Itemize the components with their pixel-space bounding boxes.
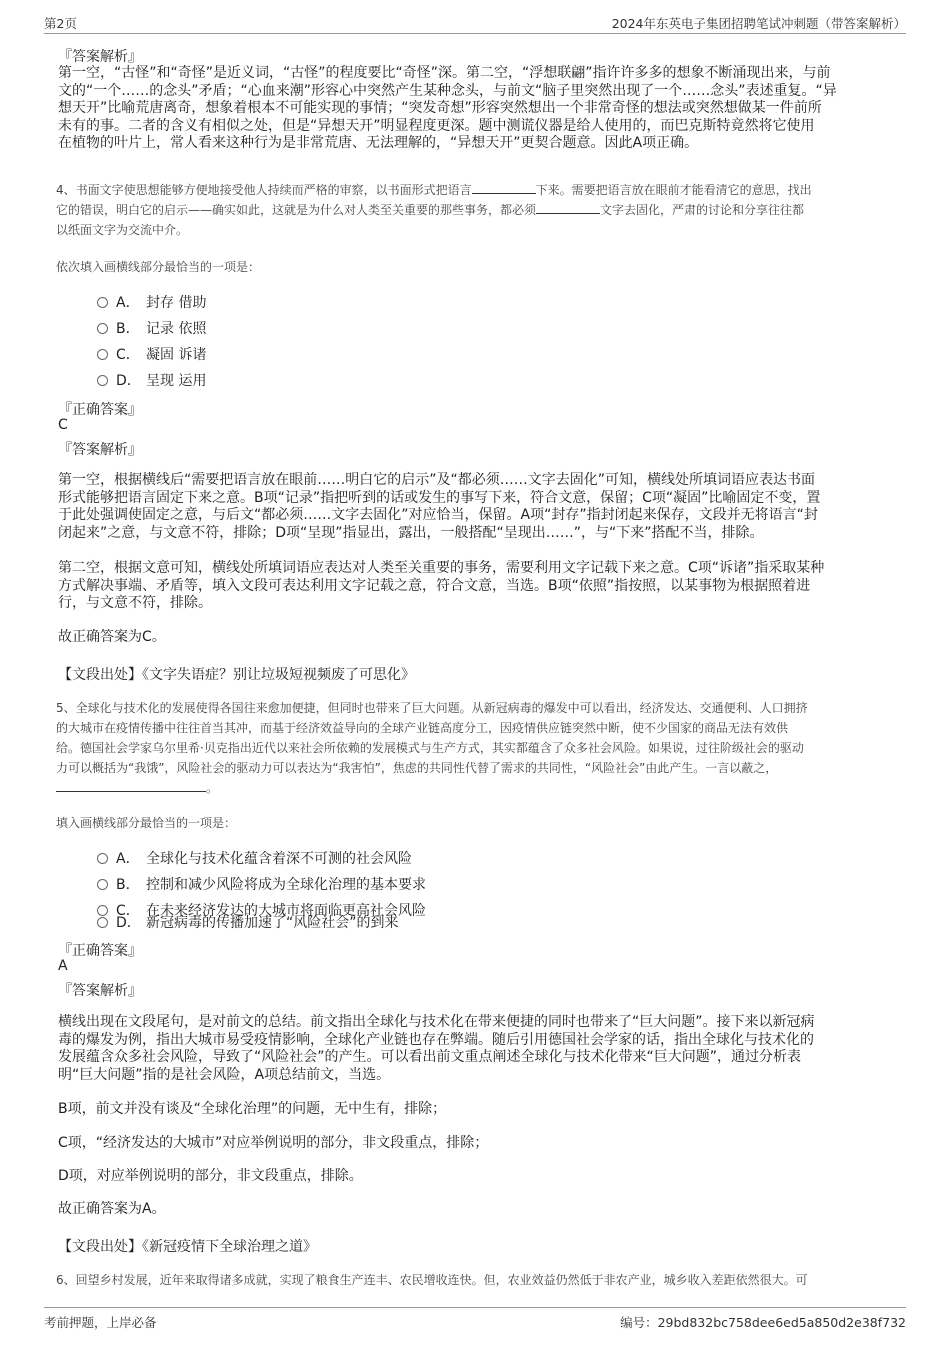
q5-text-line: 的大城市在疫情传播中往往首当其冲，而基于经济效益导向的全球产业链高度分工，因疫情供应链突然中断，使不少国家的商品无法有效供 (56, 721, 789, 735)
q4-option-c[interactable] (97, 344, 206, 364)
analysis-line: 毒的爆发为例，指出大城市易受疫情影响，全球化产业链也存在弊端。随后引用德国社会学家的话，指出全球化与技术化的 (58, 1031, 814, 1048)
q3-analysis-line: 在植物的叶片上，常人看来这种行为是非常荒唐、无法理解的，“异想天开”更契合题意。因此A项正确。 (58, 135, 699, 151)
q5-correct-tag: 『正确答案』 (58, 943, 142, 959)
analysis-line: 横线出现在文段尾句，是对前文的总结。前文指出全球化与技术化在带来便捷的同时也带来了“巨大问题”。接下来以新冠病 (58, 1014, 815, 1030)
option-text: 新冠病毒的传播加速了“风险社会”的到来 (146, 915, 399, 931)
q5-correct-answer: A (58, 958, 68, 974)
q6-question-text: 6、回望乡村发展，近年来取得诸多成就，实现了粮食生产连丰、农民增收连快。但，农业效益仍然低于非农产业，城乡收入差距依然很大。可 (56, 1273, 808, 1287)
q5-text-line: 5、全球化与技术化的发展使得各国往来愈加便捷，但同时也带来了巨大问题。从新冠病毒的爆发中可以看出，经济发达、交通便利、人口拥挤 (56, 701, 808, 715)
q4-prompt: 依次填入画横线部分最恰当的一项是： (56, 260, 261, 274)
option-text: 呈现 运用 (146, 373, 207, 389)
option-letter: D． (116, 373, 141, 389)
document-title: 2024年东英电子集团招聘笔试冲刺题（带答案解析） (611, 16, 906, 31)
q4-analysis-p1 (58, 472, 890, 542)
q5-prompt: 填入画横线部分最恰当的一项是： (56, 816, 237, 830)
q3-analysis-tag: 『答案解析』 (58, 49, 142, 65)
radio-icon[interactable] (97, 375, 108, 386)
q5-text-line: 给。德国社会学家乌尔里希·贝克指出近代以来社会所依赖的发展模式与生产方式，其实都蕴含了众多社会风险。如果说，过往阶级社会的驱动 (56, 741, 804, 755)
q5-analysis-d: D项，对应举例说明的部分，非文段重点，排除。 (58, 1168, 363, 1184)
q5-option-a[interactable] (97, 848, 412, 868)
q4-blank-1 (472, 181, 536, 194)
q5-conclusion: 故正确答案为A。 (58, 1201, 166, 1217)
radio-icon[interactable] (97, 349, 108, 360)
q4-correct-answer: C (58, 417, 68, 433)
q4-option-d[interactable] (97, 370, 206, 390)
q3-analysis-line: 文的“一个……的念头”矛盾；“心血来潮”形容心中突然产生某种念头，与前文“脑子里突然出现了一个……念头”表述重复。“异 (58, 82, 837, 99)
q4-text-part: 下来。需要把语言放在眼前才能看清它的意思，找出 (535, 183, 812, 197)
q5-blank (56, 779, 206, 792)
analysis-line: 形式能够把语言固定下来之意。B项“记录”指把听到的话或发生的事写下来，符合文意，保留；C项“凝固”比喻固定不变，置 (58, 489, 821, 506)
q4-source: 【文段出处】《文字失语症？别让垃圾短视频废了可思化》 (58, 667, 415, 683)
page-number: 第2页 (44, 16, 77, 31)
q4-text-part: 以纸面文字为交流中介。 (56, 223, 189, 237)
q5-analysis-p1 (58, 1014, 890, 1084)
q3-analysis (58, 65, 890, 153)
q5-option-d[interactable] (97, 912, 399, 932)
option-letter: A． (116, 295, 140, 311)
analysis-line: 行，与文意不符，排除。 (58, 595, 212, 611)
radio-icon[interactable] (97, 853, 108, 864)
q5-text-end: 。 (206, 781, 219, 795)
option-letter: A． (116, 851, 140, 867)
page-footer (44, 1313, 906, 1331)
radio-icon[interactable] (97, 323, 108, 334)
analysis-line: 方式解决事端、矛盾等，填入文段可表达利用文字记载之意，符合文意，当选。B项“依照”指按照，以某事物为根据照着进 (58, 577, 811, 594)
document-id: 编号：29bd832bc758dee6ed5a850d2e38f732 (620, 1315, 906, 1330)
analysis-line: 第一空，根据横线后“需要把语言放在眼前……明白它的启示”及“都必须……文字去固化”可知，横线处所填词语应表达书面 (58, 472, 816, 488)
q4-text-part: 它的错误，明白它的启示——确实如此，这就是为什么对人类至关重要的那些事务，都必须 (56, 203, 537, 217)
option-letter: D． (116, 915, 141, 931)
q3-analysis-line: 想天开”比喻荒唐离奇，想象着根本不可能实现的事情；“突发奇想”形容突然想出一个非常奇怪的想法或突然想做某一件前所 (58, 100, 822, 116)
radio-icon[interactable] (97, 297, 108, 308)
option-letter: C． (116, 347, 140, 363)
option-text: 封存 借助 (146, 295, 207, 311)
q5-analysis-c: C项，“经济发达的大城市”对应举例说明的部分，非文段重点，排除； (58, 1135, 489, 1151)
option-text: 记录 依照 (146, 321, 207, 337)
radio-icon[interactable] (97, 879, 108, 890)
q4-option-b[interactable] (97, 318, 206, 338)
analysis-line: 明“巨大问题”指的是社会风险，A项总结前文，当选。 (58, 1066, 391, 1083)
q3-analysis-line: 未有的事。二者的含义有相似之处，但是“异想天开”明显程度更深。题中测谎仪器是给人使用的，而巴克斯特竟然将它使用 (58, 117, 815, 134)
q5-analysis-b: B项，前文并没有谈及“全球化治理”的问题，无中生有，排除； (58, 1101, 447, 1117)
option-letter: B． (116, 877, 140, 893)
q5-question-text (56, 698, 896, 798)
option-letter: B． (116, 321, 140, 337)
page-header (44, 14, 906, 32)
option-text: 凝固 诉诸 (146, 347, 207, 363)
option-text: 全球化与技术化蕴含着深不可测的社会风险 (146, 851, 412, 867)
analysis-line: 闭起来”之意，与文意不符，排除；D项“呈现”指显出，露出，一般搭配“呈现出……”，与“下来”搭配不当，排除。 (58, 524, 764, 541)
q3-analysis-line: 第一空，“古怪”和“奇怪”是近义词，“古怪”的程度要比“奇怪”深。第二空，“浮想联翩”指许许多多的想象不断涌现出来，与前 (58, 65, 831, 81)
q5-analysis-tag: 『答案解析』 (58, 983, 142, 999)
analysis-line: 发展蕴含众多社会风险，导致了“风险社会”的产生。可以看出前文重点阐述全球化与技术化带来“巨大问题”，通过分析表 (58, 1049, 802, 1065)
q5-option-b[interactable] (97, 874, 426, 894)
radio-icon[interactable] (97, 917, 108, 928)
q4-blank-2 (536, 201, 600, 214)
option-letter: C． (116, 903, 140, 919)
q4-text-part: 文字去固化，严肃的讨论和分享往往都 (600, 203, 805, 217)
analysis-line: 于此处强调使固定之意，与后文“都必须……文字去固化”对应恰当，保留。A项“封存”指封闭起来保存，文段并无将语言“封 (58, 507, 818, 523)
footer-divider (44, 1307, 906, 1308)
q5-text-line: 力可以概括为“我饿”，风险社会的驱动力可以表达为“我害怕”，焦虑的共同性代替了需求的共同性，“风险社会”由此产生。一言以蔽之， (56, 761, 778, 775)
q4-analysis-p2 (58, 560, 890, 613)
q4-conclusion: 故正确答案为C。 (58, 629, 166, 645)
option-text: 控制和减少风险将成为全球化治理的基本要求 (146, 877, 426, 893)
q5-source: 【文段出处】《新冠疫情下全球治理之道》 (58, 1239, 317, 1255)
q4-option-a[interactable] (97, 292, 206, 312)
header-divider (44, 33, 906, 34)
analysis-line: 第二空，根据文意可知，横线处所填词语应表达对人类至关重要的事务，需要利用文字记载下来之意。C项“诉诸”指采取某种 (58, 560, 825, 576)
q4-analysis-tag: 『答案解析』 (58, 442, 142, 458)
q4-correct-tag: 『正确答案』 (58, 402, 142, 418)
q4-text-part: 4、书面文字使思想能够方便地接受他人持续而严格的审察，以书面形式把语言 (56, 183, 472, 197)
option-text: 在未来经济发达的大城市将面临更高社会风险 (146, 903, 426, 919)
footer-slogan: 考前押题，上岸必备 (44, 1315, 157, 1330)
q4-question-text (56, 180, 896, 240)
